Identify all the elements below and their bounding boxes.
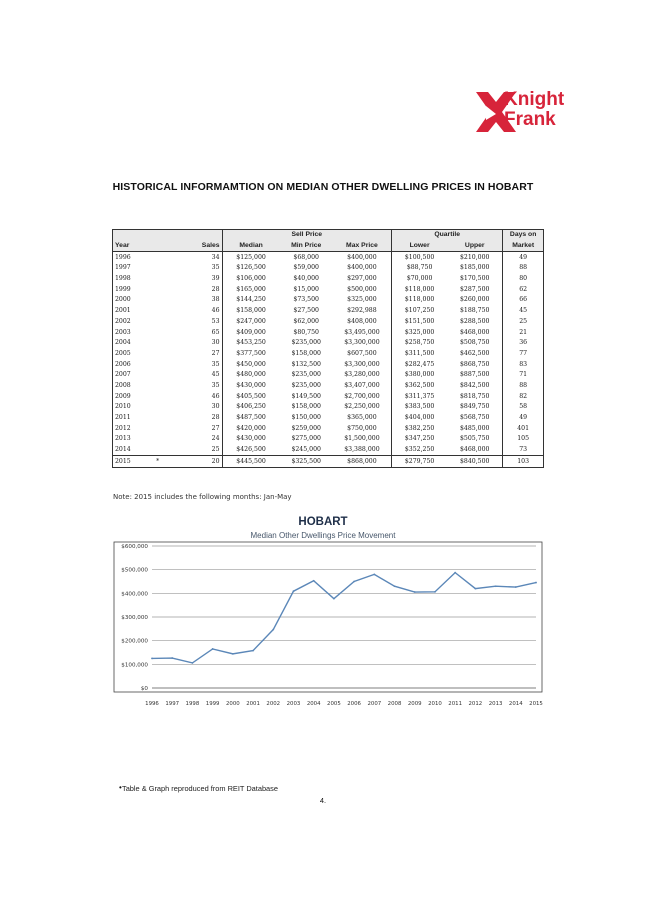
cell-min: $59,000 <box>293 264 319 272</box>
cell-sales: 53 <box>211 317 220 325</box>
x-tick-label: 2001 <box>246 701 260 707</box>
cell-upper: $840,500 <box>447 456 503 468</box>
cell-lower: $88,750 <box>392 263 448 274</box>
col-lower: Lower <box>392 241 448 252</box>
cell-year: 2000 <box>115 296 131 304</box>
source-footnote: Table & Graph reproduced from REIT Database <box>122 784 278 793</box>
table-row <box>113 295 544 306</box>
x-tick-label: 2007 <box>367 701 382 707</box>
cell-sales: 20 <box>192 456 222 468</box>
col-min-price: Min Price <box>291 242 322 250</box>
cell-lower: $151,500 <box>392 317 448 328</box>
data-point-2002 <box>272 629 274 631</box>
brand-name <box>504 90 564 130</box>
cell-dom: 103 <box>503 456 544 468</box>
data-point-1999 <box>212 648 214 650</box>
cell-year: 2015 <box>113 456 155 468</box>
x-tick-label: 1998 <box>185 701 200 707</box>
cell-sales: 39 <box>211 275 220 283</box>
cell-max: $2,250,000 <box>344 403 380 411</box>
cell-upper: $188,750 <box>447 306 503 317</box>
x-tick-label: 2014 <box>508 701 523 707</box>
cell-year: 2012 <box>115 424 131 432</box>
cell-median: $247,000 <box>222 317 280 328</box>
cell-lower: $282,475 <box>392 359 448 370</box>
data-point-2015 <box>535 582 537 584</box>
cell-year: 2004 <box>115 339 131 347</box>
cell-min: $62,000 <box>293 317 319 325</box>
cell-dom: 80 <box>503 274 544 285</box>
table-row <box>113 456 544 468</box>
x-tick-label: 1997 <box>165 701 180 707</box>
cell-median: $480,000 <box>222 370 280 381</box>
x-tick-label: 2003 <box>286 701 301 707</box>
cell-year: 2009 <box>115 392 131 400</box>
cell-lower: $404,000 <box>392 413 448 424</box>
col-median: Median <box>222 241 280 252</box>
x-tick-label: 2008 <box>387 701 402 707</box>
cell-min: $73,500 <box>293 296 319 304</box>
cell-sales: 28 <box>211 285 220 293</box>
table-row <box>113 338 544 349</box>
table-column-header <box>113 241 544 252</box>
cell-min: $158,000 <box>291 403 321 411</box>
cell-lower: $118,000 <box>392 295 448 306</box>
cell-median: $165,000 <box>222 284 280 295</box>
col-sales: Sales <box>201 242 220 250</box>
x-tick-label: 1999 <box>205 701 220 707</box>
cell-min: $235,000 <box>291 339 321 347</box>
page-title: HISTORICAL INFORMAMTION ON MEDIAN OTHER DWELLING PRICES IN HOBART <box>112 181 534 193</box>
x-tick-label: 2006 <box>347 701 361 707</box>
cell-year: 1999 <box>115 285 131 293</box>
data-point-2013 <box>495 585 497 587</box>
cell-min: $80,750 <box>293 328 319 336</box>
table-row <box>113 263 544 274</box>
cell-dom: 66 <box>503 295 544 306</box>
x-tick-label: 2002 <box>266 701 281 707</box>
cell-median: $377,500 <box>222 349 280 360</box>
cell-dom: 73 <box>503 445 544 456</box>
cell-upper: $508,750 <box>447 338 503 349</box>
cell-upper: $568,750 <box>447 413 503 424</box>
cell-max: $607,500 <box>347 349 377 357</box>
cell-max: $297,000 <box>347 275 377 283</box>
cell-dom: 21 <box>503 327 544 338</box>
brand-line2: Frank <box>504 109 556 130</box>
cell-median: $409,000 <box>222 327 280 338</box>
cell-sales: 30 <box>211 339 220 347</box>
cell-max: $3,300,000 <box>344 360 380 368</box>
cell-min: $15,000 <box>293 285 319 293</box>
cell-upper: $170,500 <box>447 274 503 285</box>
cell-sales: 34 <box>211 253 220 261</box>
data-point-2005 <box>333 598 335 600</box>
cell-median: $144,250 <box>222 295 280 306</box>
cell-year: 2010 <box>115 403 131 411</box>
cell-min: $158,000 <box>291 349 321 357</box>
historical-price-table <box>112 229 544 468</box>
x-tick-label: 2011 <box>448 701 463 707</box>
table-row <box>113 370 544 381</box>
cell-lower: $311,500 <box>392 349 448 360</box>
cell-median: $426,500 <box>222 445 280 456</box>
cell-median: $453,250 <box>222 338 280 349</box>
cell-upper: $288,500 <box>447 317 503 328</box>
cell-upper: $468,000 <box>447 445 503 456</box>
cell-median: $405,500 <box>222 391 280 402</box>
table-row <box>113 274 544 285</box>
table-row <box>113 306 544 317</box>
y-tick-label: $500,000 <box>121 567 148 574</box>
cell-lower: $347,250 <box>392 434 448 445</box>
table-row <box>113 434 544 445</box>
cell-upper: $887,500 <box>447 370 503 381</box>
col-upper: Upper <box>447 241 503 252</box>
cell-upper: $468,000 <box>447 327 503 338</box>
cell-max: $500,000 <box>347 285 377 293</box>
data-point-2006 <box>353 581 355 583</box>
data-point-2008 <box>394 585 396 587</box>
table-row <box>113 317 544 328</box>
cell-sales: 27 <box>211 349 220 357</box>
data-point-2000 <box>232 653 234 655</box>
cell-year: 2005 <box>115 349 131 357</box>
cell-sales: 30 <box>211 403 220 411</box>
sell-price-group: Sell Price <box>222 230 392 241</box>
cell-max: $3,495,000 <box>344 328 380 336</box>
cell-year: 2001 <box>115 307 131 315</box>
cell-max: $1,500,000 <box>344 435 380 443</box>
cell-sales: 28 <box>211 414 220 422</box>
cell-year: 2003 <box>115 328 131 336</box>
bullet-icon: • <box>119 783 122 792</box>
y-tick-label: $600,000 <box>121 544 148 550</box>
cell-sales: 46 <box>211 392 220 400</box>
x-tick-label: 2005 <box>327 701 341 707</box>
cell-median: $487,500 <box>222 413 280 424</box>
cell-dom: 36 <box>503 338 544 349</box>
cell-sales: 27 <box>211 424 220 432</box>
cell-dom: 71 <box>503 370 544 381</box>
cell-max: $868,000 <box>333 456 392 468</box>
cell-min: $235,000 <box>291 371 321 379</box>
table-row <box>113 359 544 370</box>
table-row <box>113 423 544 434</box>
table-row <box>113 252 544 263</box>
cell-dom: 77 <box>503 349 544 360</box>
cell-min: $149,500 <box>291 392 321 400</box>
cell-min: $235,000 <box>291 381 321 389</box>
cell-upper: $505,750 <box>447 434 503 445</box>
cell-lower: $311,375 <box>392 391 448 402</box>
cell-upper: $462,500 <box>447 349 503 360</box>
y-tick-label: $0 <box>140 686 148 692</box>
cell-median: $125,000 <box>222 252 280 263</box>
cell-lower: $325,000 <box>392 327 448 338</box>
cell-upper: $818,750 <box>447 391 503 402</box>
days-on-market-header-2: Market <box>503 241 544 252</box>
table-row <box>113 445 544 456</box>
cell-max: $3,280,000 <box>344 371 380 379</box>
x-tick-label: 2012 <box>468 701 483 707</box>
cell-max: $3,407,000 <box>344 381 380 389</box>
y-tick-label: $300,000 <box>121 615 148 621</box>
data-point-2001 <box>252 650 254 652</box>
cell-lower: $107,250 <box>392 306 448 317</box>
cell-upper: $485,000 <box>447 423 503 434</box>
cell-year: 2008 <box>115 381 131 389</box>
cell-sales: 65 <box>211 328 220 336</box>
cell-year: 2011 <box>115 414 131 422</box>
cell-upper: $868,750 <box>447 359 503 370</box>
cell-dom: 62 <box>503 284 544 295</box>
cell-dom: 401 <box>503 423 544 434</box>
cell-sales: 24 <box>211 435 220 443</box>
cell-median: $126,500 <box>222 263 280 274</box>
cell-max: $408,000 <box>347 317 377 325</box>
cell-lower: $100,500 <box>392 252 448 263</box>
cell-median: $106,000 <box>222 274 280 285</box>
data-point-2012 <box>474 588 476 590</box>
page-number: 4. <box>319 796 327 805</box>
cell-dom: 58 <box>503 402 544 413</box>
table-row <box>113 413 544 424</box>
median-price-line-chart <box>112 540 544 715</box>
cell-min: $259,000 <box>291 424 321 432</box>
cell-year: 2006 <box>115 360 131 368</box>
cell-median: $406,250 <box>222 402 280 413</box>
cell-upper: $210,000 <box>447 252 503 263</box>
data-point-2010 <box>434 591 436 593</box>
cell-year: 1996 <box>115 253 131 261</box>
cell-max: $400,000 <box>347 253 377 261</box>
cell-median: $430,000 <box>222 381 280 392</box>
cell-sales: 25 <box>211 446 220 454</box>
data-point-2007 <box>373 574 375 576</box>
cell-max: $750,000 <box>347 424 377 432</box>
cell-lower: $258,750 <box>392 338 448 349</box>
cell-year: 2014 <box>115 446 131 454</box>
x-tick-label: 2000 <box>225 701 240 707</box>
cell-max: $325,000 <box>347 296 377 304</box>
asterisk-marker: * <box>154 456 192 468</box>
cell-sales: 35 <box>211 381 220 389</box>
cell-lower: $380,000 <box>392 370 448 381</box>
data-point-1997 <box>171 657 173 659</box>
data-point-2004 <box>313 580 315 582</box>
cell-sales: 38 <box>211 296 220 304</box>
y-tick-label: $200,000 <box>121 638 148 645</box>
cell-lower: $279,750 <box>392 456 448 468</box>
cell-sales: 46 <box>211 307 220 315</box>
cell-min: $132,500 <box>291 360 321 368</box>
cell-year: 1998 <box>115 275 131 283</box>
cell-lower: $70,000 <box>392 274 448 285</box>
cell-median: $158,000 <box>222 306 280 317</box>
table-row <box>113 327 544 338</box>
data-point-1998 <box>192 662 194 664</box>
cell-max: $292,988 <box>347 307 377 315</box>
cell-dom: 83 <box>503 359 544 370</box>
y-tick-label: $400,000 <box>121 591 148 598</box>
cell-sales: 35 <box>211 360 220 368</box>
cell-year: 2007 <box>115 371 131 379</box>
cell-dom: 25 <box>503 317 544 328</box>
cell-dom: 88 <box>503 263 544 274</box>
cell-min: $68,000 <box>293 253 319 261</box>
table-row <box>113 349 544 360</box>
col-year: Year <box>115 242 130 250</box>
cell-min: $245,000 <box>291 446 321 454</box>
data-point-2009 <box>414 591 416 593</box>
cell-max: $2,700,000 <box>344 392 380 400</box>
cell-min: $275,000 <box>291 435 321 443</box>
cell-median: $445,500 <box>222 456 280 468</box>
cell-lower: $382,250 <box>392 423 448 434</box>
cell-dom: 88 <box>503 381 544 392</box>
cell-median: $430,000 <box>222 434 280 445</box>
cell-min: $325,500 <box>280 456 333 468</box>
cell-lower: $352,250 <box>392 445 448 456</box>
cell-dom: 105 <box>503 434 544 445</box>
cell-upper: $849,750 <box>447 402 503 413</box>
x-tick-label: 2009 <box>407 701 422 707</box>
cell-min: $150,000 <box>291 414 321 422</box>
cell-year: 2013 <box>115 435 131 443</box>
cell-upper: $842,500 <box>447 381 503 392</box>
cell-max: $400,000 <box>347 264 377 272</box>
table-row <box>113 402 544 413</box>
cell-sales: 35 <box>211 264 220 272</box>
data-point-2003 <box>293 590 295 592</box>
x-tick-label: 2004 <box>306 701 321 707</box>
cell-dom: 82 <box>503 391 544 402</box>
y-tick-label: $100,000 <box>121 662 148 669</box>
x-tick-label: 2015 <box>529 701 543 707</box>
cell-dom: 45 <box>503 306 544 317</box>
cell-upper: $260,000 <box>447 295 503 306</box>
cell-min: $40,000 <box>293 275 319 283</box>
data-point-2011 <box>454 572 456 574</box>
cell-dom: 49 <box>503 413 544 424</box>
cell-upper: $287,500 <box>447 284 503 295</box>
x-tick-label: 2013 <box>488 701 503 707</box>
cell-upper: $185,000 <box>447 263 503 274</box>
data-point-2014 <box>515 586 517 588</box>
cell-max: $3,388,000 <box>344 446 380 454</box>
brand-line1: Knight <box>504 89 565 110</box>
table-row <box>113 391 544 402</box>
col-max-price: Max Price <box>346 242 378 250</box>
cell-median: $450,000 <box>222 359 280 370</box>
cell-median: $420,000 <box>222 423 280 434</box>
chart-title: HOBART <box>298 516 348 528</box>
cell-lower: $362,500 <box>392 381 448 392</box>
cell-min: $27,500 <box>293 307 319 315</box>
x-tick-label: 2010 <box>428 701 442 707</box>
data-point-1996 <box>151 658 153 660</box>
x-tick-label: 1996 <box>145 701 159 707</box>
cell-lower: $118,000 <box>392 284 448 295</box>
cell-dom: 49 <box>503 252 544 263</box>
cell-year: 1997 <box>115 264 131 272</box>
table-note: Note: 2015 includes the following months: Jan-May <box>113 493 292 501</box>
cell-max: $365,000 <box>347 414 377 422</box>
cell-max: $3,300,000 <box>344 339 380 347</box>
days-on-market-header-1: Days on <box>503 230 544 241</box>
chart-subtitle: Median Other Dwellings Price Movement <box>250 531 396 540</box>
cell-year: 2002 <box>115 317 131 325</box>
quartile-group: Quartile <box>392 230 503 241</box>
cell-sales: 45 <box>211 371 220 379</box>
table-row <box>113 381 544 392</box>
table-group-header <box>113 230 544 241</box>
cell-lower: $383,500 <box>392 402 448 413</box>
table-row <box>113 284 544 295</box>
